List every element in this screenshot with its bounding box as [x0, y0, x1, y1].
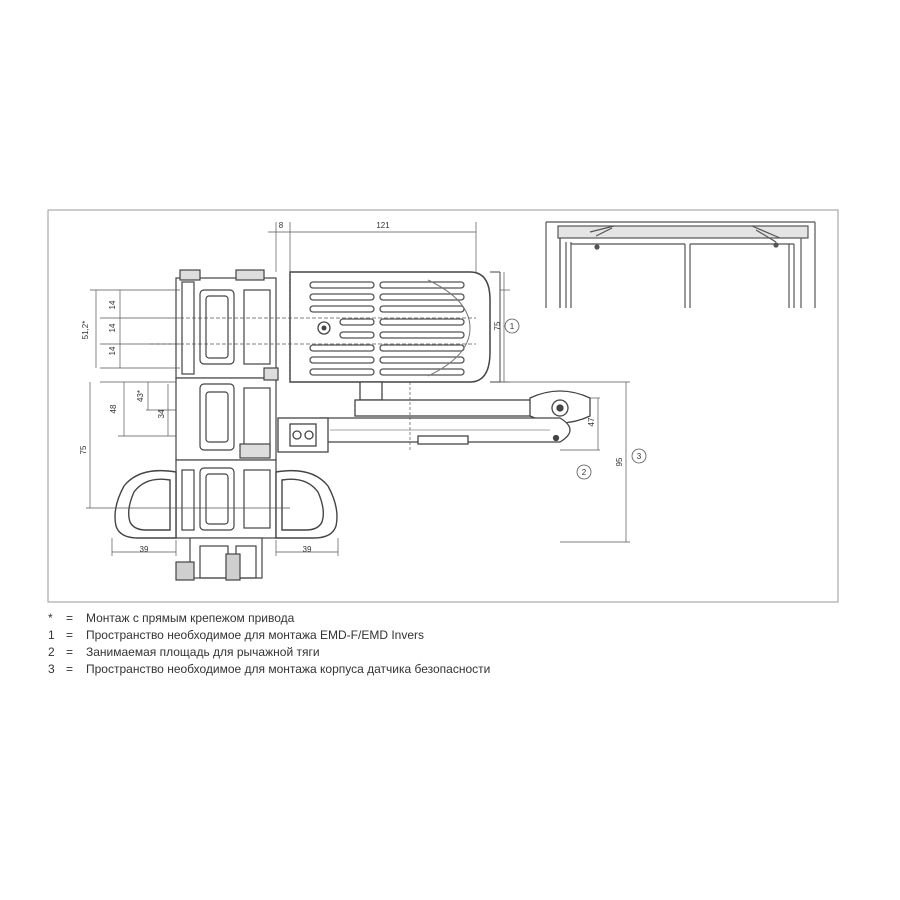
- callout-1: [505, 319, 519, 333]
- dim-right-95: 95: [615, 457, 624, 467]
- dim-left-48: 48: [109, 404, 118, 414]
- dim-left-75: 75: [79, 445, 88, 455]
- legend-text: Занимаемая площадь для рычажной тяги: [86, 645, 320, 659]
- dim-top-8: 8: [278, 221, 284, 230]
- callout-2-label: 2: [581, 468, 587, 477]
- dim-top-121: 121: [376, 221, 390, 230]
- legend-key: 3: [48, 662, 55, 676]
- legend-equals: =: [66, 645, 74, 659]
- legend-text: Пространство необходимое для монтажа EMD-F/EMD Invers: [86, 628, 425, 642]
- legend-equals: =: [66, 662, 74, 676]
- legend-key: 1: [48, 628, 55, 642]
- dim-left-43: 43*: [136, 389, 145, 403]
- legend-equals: =: [66, 611, 74, 625]
- dim-left-51-2: 51,2*: [81, 320, 90, 340]
- legend: [48, 610, 668, 678]
- dim-left-14a: 14: [108, 300, 117, 310]
- dim-left-14c: 14: [108, 346, 117, 356]
- legend-equals: =: [66, 628, 74, 642]
- callout-3-label: 3: [636, 452, 642, 461]
- legend-key: 2: [48, 645, 55, 659]
- dim-bottom-39-left: 39: [139, 545, 149, 554]
- legend-text: Пространство необходимое для монтажа корпуса датчика безопасности: [86, 662, 491, 676]
- legend-key: *: [48, 611, 53, 625]
- frame-profile: [176, 270, 278, 580]
- legend-row: [48, 644, 668, 661]
- legend-row: [48, 627, 668, 644]
- callout-2: [577, 465, 591, 479]
- dim-left-14b: 14: [108, 323, 117, 333]
- legend-row: [48, 661, 668, 678]
- dim-left-34: 34: [157, 409, 166, 419]
- dim-bottom-39-right: 39: [302, 545, 312, 554]
- legend-text: Монтаж с прямым крепежом привода: [86, 611, 295, 625]
- dim-right-47: 47: [587, 417, 596, 427]
- legend-row: [48, 610, 668, 627]
- callout-1-label: 1: [509, 322, 515, 331]
- callout-3: [632, 449, 646, 463]
- dim-right-75: 75: [493, 321, 502, 331]
- drive-housing: [290, 272, 500, 382]
- lever-arm: [278, 382, 590, 452]
- door-frame-inset: [546, 222, 815, 308]
